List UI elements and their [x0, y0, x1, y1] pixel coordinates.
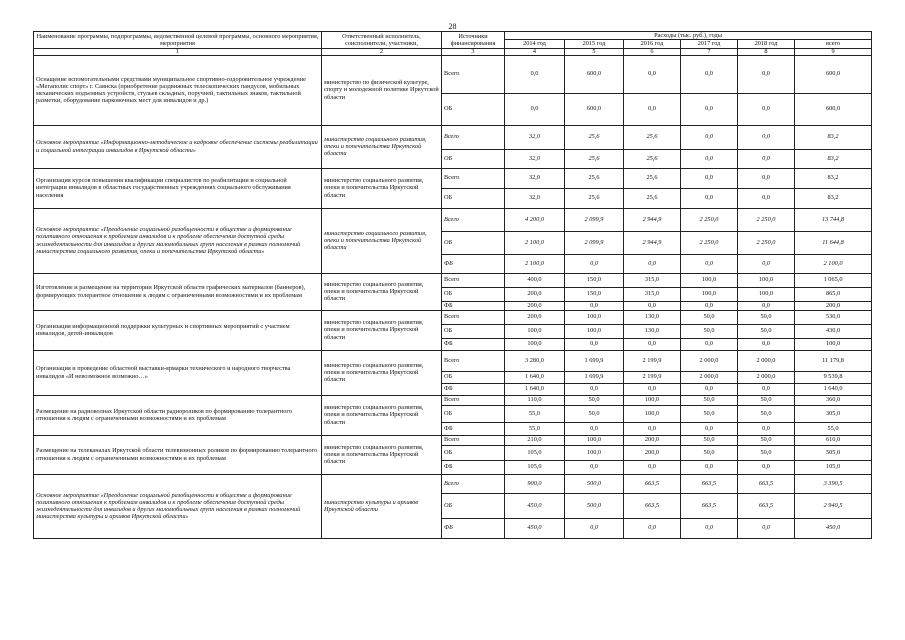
funding-source-cell: ОБ	[442, 445, 505, 460]
amount-cell: 0,0	[681, 383, 738, 395]
amount-cell: 0,0	[565, 301, 624, 310]
amount-cell: 50,0	[565, 395, 624, 405]
page-number: 28	[448, 22, 457, 31]
amount-cell: 25,6	[624, 125, 681, 149]
amount-cell: 100,0	[565, 324, 624, 338]
total-cell: 600,0	[795, 55, 872, 93]
amount-cell: 200,0	[624, 435, 681, 445]
column-index: 2	[322, 48, 442, 55]
column-index: 3	[442, 48, 505, 55]
amount-cell: 50,0	[738, 405, 795, 422]
funding-source-cell: Всего	[442, 273, 505, 287]
amount-cell: 663,5	[738, 474, 795, 493]
total-cell: 200,0	[795, 301, 872, 310]
funding-source-cell: Всего	[442, 208, 505, 231]
funding-source-cell: ФБ	[442, 383, 505, 395]
total-cell: 105,0	[795, 460, 872, 474]
total-cell: 430,0	[795, 324, 872, 338]
header-name: Наименование программы, подпрограммы, ведомственной целевой программы, основного мероприятия, мероприятия	[34, 32, 322, 49]
amount-cell: 2 199,9	[624, 371, 681, 383]
total-cell: 450,0	[795, 518, 872, 538]
amount-cell: 2 000,0	[681, 371, 738, 383]
total-cell: 83,2	[795, 149, 872, 168]
total-cell: 600,0	[795, 93, 872, 125]
amount-cell: 0,0	[681, 93, 738, 125]
header-expenses: Расходы (тыс. руб.), годы	[505, 32, 872, 40]
amount-cell: 50,0	[738, 324, 795, 338]
funding-source-cell: ОБ	[442, 493, 505, 518]
header-source: Источники финансирования	[442, 32, 505, 49]
amount-cell: 500,0	[565, 474, 624, 493]
amount-cell: 0,0	[681, 254, 738, 273]
amount-cell: 200,0	[505, 301, 565, 310]
amount-cell: 1 640,0	[505, 371, 565, 383]
funding-source-cell: Всего	[442, 168, 505, 188]
amount-cell: 100,0	[738, 287, 795, 301]
amount-cell: 3 280,0	[505, 350, 565, 371]
table-row	[34, 208, 872, 231]
amount-cell: 50,0	[681, 445, 738, 460]
amount-cell: 2 250,0	[681, 231, 738, 254]
funding-source-cell: ФБ	[442, 254, 505, 273]
total-cell: 2 100,0	[795, 254, 872, 273]
activity-name: Основное мероприятие «Преодоление социальной разобщенности в обществе и формирование позитивного отношения к проблемам инвалидов и к проблеме обеспечения доступной среды жизнедеятельности для инвалидов и других маломобильных групп населения в рамках полномочий министерства социального развития, опеки и попечительства Иркутской области»	[34, 208, 322, 273]
executor-cell: министерство культуры и архивов Иркутской области	[322, 474, 442, 538]
amount-cell: 0,0	[738, 55, 795, 93]
amount-cell: 25,6	[624, 168, 681, 188]
amount-cell: 0,0	[624, 254, 681, 273]
amount-cell: 600,0	[565, 55, 624, 93]
amount-cell: 0,0	[681, 149, 738, 168]
amount-cell: 200,0	[505, 287, 565, 301]
activity-name: Организация информационной поддержки культурных и спортивных мероприятий с участием инвалидов, детей-инвалидов	[34, 310, 322, 350]
header-year: 2018 год	[738, 40, 795, 48]
amount-cell: 500,0	[565, 493, 624, 518]
amount-cell: 50,0	[565, 405, 624, 422]
amount-cell: 315,0	[624, 273, 681, 287]
amount-cell: 100,0	[738, 273, 795, 287]
amount-cell: 0,0	[565, 338, 624, 350]
amount-cell: 663,5	[681, 493, 738, 518]
amount-cell: 0,0	[681, 338, 738, 350]
amount-cell: 0,0	[681, 301, 738, 310]
funding-source-cell: ФБ	[442, 338, 505, 350]
amount-cell: 0,0	[681, 125, 738, 149]
amount-cell: 0,0	[738, 460, 795, 474]
executor-cell: министерство социального развития, опеки и попечительства Иркутской области	[322, 208, 442, 273]
amount-cell: 0,0	[738, 125, 795, 149]
total-cell: 865,0	[795, 287, 872, 301]
funding-source-cell: Всего	[442, 435, 505, 445]
funding-source-cell: ОБ	[442, 188, 505, 208]
amount-cell: 100,0	[565, 445, 624, 460]
amount-cell: 663,5	[738, 493, 795, 518]
amount-cell: 200,0	[624, 445, 681, 460]
amount-cell: 1 699,9	[565, 350, 624, 371]
activity-name: Организация курсов повышения квалификации специалистов по реабилитации и социальной интеграции инвалидов в областных государственных учреждениях социального обслуживания населения	[34, 168, 322, 208]
amount-cell: 150,0	[565, 273, 624, 287]
amount-cell: 0,0	[624, 422, 681, 435]
amount-cell: 25,6	[624, 188, 681, 208]
header-year: 2015 год	[565, 40, 624, 48]
total-cell: 83,2	[795, 125, 872, 149]
column-index: 8	[738, 48, 795, 55]
amount-cell: 32,0	[505, 149, 565, 168]
executor-cell: министерство социального развития, опеки и попечительства Иркутской области	[322, 273, 442, 310]
amount-cell: 210,0	[505, 435, 565, 445]
table-body	[34, 55, 872, 538]
budget-table	[33, 31, 872, 539]
amount-cell: 50,0	[738, 435, 795, 445]
amount-cell: 663,5	[681, 474, 738, 493]
table-row	[34, 435, 872, 445]
total-cell: 11 179,8	[795, 350, 872, 371]
funding-source-cell: Всего	[442, 55, 505, 93]
amount-cell: 1 699,9	[565, 371, 624, 383]
amount-cell: 25,6	[565, 168, 624, 188]
amount-cell: 0,0	[738, 188, 795, 208]
funding-source-cell: ФБ	[442, 422, 505, 435]
amount-cell: 50,0	[681, 405, 738, 422]
amount-cell: 100,0	[505, 338, 565, 350]
total-cell: 505,0	[795, 445, 872, 460]
activity-name: Основное мероприятие «Преодоление социальной разобщенности в обществе и формирование позитивного отношения к проблемам инвалидов и к проблеме обеспечения доступной среды жизнедеятельности для инвалидов и других маломобильных групп населения в рамках полномочий министерства культуры и архивов Иркутской области»	[34, 474, 322, 538]
amount-cell: 2 000,0	[681, 350, 738, 371]
amount-cell: 0,0	[738, 301, 795, 310]
table-row	[34, 168, 872, 188]
amount-cell: 100,0	[565, 435, 624, 445]
amount-cell: 25,6	[565, 125, 624, 149]
amount-cell: 50,0	[738, 310, 795, 324]
amount-cell: 0,0	[681, 188, 738, 208]
total-cell: 3 390,5	[795, 474, 872, 493]
column-index: 9	[795, 48, 872, 55]
total-cell: 530,0	[795, 310, 872, 324]
amount-cell: 0,0	[565, 422, 624, 435]
table-row	[34, 395, 872, 405]
amount-cell: 450,0	[505, 518, 565, 538]
total-cell: 610,0	[795, 435, 872, 445]
amount-cell: 4 200,0	[505, 208, 565, 231]
amount-cell: 0,0	[738, 383, 795, 395]
funding-source-cell: ФБ	[442, 460, 505, 474]
amount-cell: 2 250,0	[681, 208, 738, 231]
amount-cell: 0,0	[738, 338, 795, 350]
amount-cell: 0,0	[565, 518, 624, 538]
amount-cell: 663,5	[624, 474, 681, 493]
amount-cell: 0,0	[738, 168, 795, 188]
amount-cell: 32,0	[505, 125, 565, 149]
amount-cell: 2 000,0	[738, 350, 795, 371]
amount-cell: 200,0	[505, 310, 565, 324]
amount-cell: 0,0	[505, 55, 565, 93]
column-index: 6	[624, 48, 681, 55]
amount-cell: 100,0	[681, 287, 738, 301]
amount-cell: 2 000,0	[738, 371, 795, 383]
total-cell: 13 744,8	[795, 208, 872, 231]
column-index: 1	[34, 48, 322, 55]
amount-cell: 50,0	[681, 395, 738, 405]
amount-cell: 2 250,0	[738, 231, 795, 254]
funding-source-cell: ОБ	[442, 231, 505, 254]
activity-name: Размещение на радиоволнах Иркутской области радиороликов по формированию толерантного отношения к людям с ограниченными возможностями и их проблемам	[34, 395, 322, 435]
total-cell: 55,0	[795, 422, 872, 435]
table-row	[34, 310, 872, 324]
amount-cell: 0,0	[624, 301, 681, 310]
activity-name: Размещение на телеканалах Иркутской области телевизионных роликов по формированию толерантного отношения к людям с ограниченными возможностями и их проблемам	[34, 435, 322, 474]
executor-cell: министерство социального развития, опеки и попечительства Иркутской области	[322, 168, 442, 208]
amount-cell: 0,0	[738, 149, 795, 168]
amount-cell: 100,0	[624, 395, 681, 405]
executor-cell: министерство социального развития, опеки и попечительства Иркутской области	[322, 310, 442, 350]
funding-source-cell: ОБ	[442, 371, 505, 383]
amount-cell: 0,0	[624, 518, 681, 538]
executor-cell: министерство социального развития, опеки и попечительства Иркутской области	[322, 435, 442, 474]
amount-cell: 315,0	[624, 287, 681, 301]
total-cell: 83,2	[795, 188, 872, 208]
column-index: 7	[681, 48, 738, 55]
amount-cell: 0,0	[624, 55, 681, 93]
table-row	[34, 474, 872, 493]
funding-source-cell: Всего	[442, 125, 505, 149]
funding-source-cell: ФБ	[442, 301, 505, 310]
amount-cell: 25,6	[565, 149, 624, 168]
column-index-row	[34, 48, 872, 55]
total-cell: 2 940,5	[795, 493, 872, 518]
amount-cell: 0,0	[681, 55, 738, 93]
table-row	[34, 273, 872, 287]
amount-cell: 50,0	[681, 435, 738, 445]
amount-cell: 100,0	[624, 405, 681, 422]
amount-cell: 25,6	[624, 149, 681, 168]
total-cell: 83,2	[795, 168, 872, 188]
funding-source-cell: Всего	[442, 310, 505, 324]
activity-name: Основное мероприятие «Информационно-методическое и кадровое обеспечение системы реабилитации и социальной интеграции инвалидов в Иркутской области»	[34, 125, 322, 168]
funding-source-cell: ОБ	[442, 149, 505, 168]
executor-cell: министерство по физической культуре, спорту и молодежной политике Иркутской области	[322, 55, 442, 125]
header-year: 2016 год	[624, 40, 681, 48]
table-row	[34, 55, 872, 93]
funding-source-cell: Всего	[442, 474, 505, 493]
amount-cell: 2 099,9	[565, 231, 624, 254]
amount-cell: 400,0	[505, 273, 565, 287]
total-cell: 1 065,0	[795, 273, 872, 287]
amount-cell: 2 100,0	[505, 231, 565, 254]
amount-cell: 150,0	[565, 287, 624, 301]
amount-cell: 0,0	[624, 93, 681, 125]
column-index: 4	[505, 48, 565, 55]
total-cell: 305,0	[795, 405, 872, 422]
amount-cell: 25,6	[565, 188, 624, 208]
amount-cell: 0,0	[681, 518, 738, 538]
funding-source-cell: ФБ	[442, 518, 505, 538]
amount-cell: 0,0	[738, 422, 795, 435]
amount-cell: 55,0	[505, 405, 565, 422]
activity-name: Организация и проведение областной выставки-ярмарки технического и народного творчества инвалидов «И невозможное возможно…»	[34, 350, 322, 395]
table-row	[34, 350, 872, 371]
header-row	[34, 32, 872, 40]
amount-cell: 0,0	[738, 254, 795, 273]
amount-cell: 0,0	[565, 460, 624, 474]
amount-cell: 110,0	[505, 395, 565, 405]
activity-name: Оснащение вспомогательными средствами муниципальное спортивно-оздоровительное учреждение «Мегаполис спорт» г. Саянска (приобретение раздвижных телескопических пандусов, мобильных механических подъемных устройств, стульев складных, поручней, тактильных знаков, тактильной разметки, оборудование парковочных мест для инвалидов и др.)	[34, 55, 322, 125]
total-cell: 11 644,8	[795, 231, 872, 254]
amount-cell: 0,0	[681, 460, 738, 474]
amount-cell: 450,0	[505, 493, 565, 518]
amount-cell: 2 250,0	[738, 208, 795, 231]
amount-cell: 50,0	[681, 310, 738, 324]
amount-cell: 2 199,9	[624, 350, 681, 371]
header-executor: Ответственный исполнитель, соисполнители, участники,	[322, 32, 442, 49]
header-total: всего	[795, 40, 872, 48]
funding-source-cell: ОБ	[442, 93, 505, 125]
table-row	[34, 125, 872, 149]
amount-cell: 100,0	[681, 273, 738, 287]
amount-cell: 0,0	[681, 168, 738, 188]
amount-cell: 55,0	[505, 422, 565, 435]
amount-cell: 900,0	[505, 474, 565, 493]
amount-cell: 0,0	[681, 422, 738, 435]
amount-cell: 663,5	[624, 493, 681, 518]
header-year: 2014 год	[505, 40, 565, 48]
amount-cell: 100,0	[565, 310, 624, 324]
amount-cell: 50,0	[738, 445, 795, 460]
amount-cell: 0,0	[738, 93, 795, 125]
amount-cell: 50,0	[738, 395, 795, 405]
amount-cell: 0,0	[624, 383, 681, 395]
amount-cell: 100,0	[505, 324, 565, 338]
amount-cell: 130,0	[624, 310, 681, 324]
amount-cell: 1 640,0	[505, 383, 565, 395]
executor-cell: министерство социального развития, опеки и попечительства Иркутской области	[322, 395, 442, 435]
amount-cell: 2 099,9	[565, 208, 624, 231]
funding-source-cell: ОБ	[442, 287, 505, 301]
amount-cell: 0,0	[565, 383, 624, 395]
amount-cell: 0,0	[624, 460, 681, 474]
total-cell: 360,0	[795, 395, 872, 405]
amount-cell: 0,0	[738, 518, 795, 538]
amount-cell: 0,0	[565, 254, 624, 273]
funding-source-cell: ОБ	[442, 324, 505, 338]
amount-cell: 0,0	[624, 338, 681, 350]
total-cell: 9 539,8	[795, 371, 872, 383]
amount-cell: 2 944,9	[624, 208, 681, 231]
executor-cell: министерство социального развития, опеки и попечительства Иркутской области	[322, 350, 442, 395]
amount-cell: 32,0	[505, 168, 565, 188]
header-year: 2017 год	[681, 40, 738, 48]
amount-cell: 600,0	[565, 93, 624, 125]
activity-name: Изготовление и размещение на территории Иркутской области графических материалов (баннеров), формирующих толерантное отношение к людям с ограниченными возможностями и их проблемам	[34, 273, 322, 310]
amount-cell: 2 100,0	[505, 254, 565, 273]
funding-source-cell: ОБ	[442, 405, 505, 422]
amount-cell: 0,0	[505, 93, 565, 125]
total-cell: 1 640,0	[795, 383, 872, 395]
amount-cell: 50,0	[681, 324, 738, 338]
amount-cell: 105,0	[505, 445, 565, 460]
funding-source-cell: Всего	[442, 395, 505, 405]
executor-cell: министерство социального развития, опеки и попечительства Иркутской области	[322, 125, 442, 168]
total-cell: 100,0	[795, 338, 872, 350]
amount-cell: 105,0	[505, 460, 565, 474]
funding-source-cell: Всего	[442, 350, 505, 371]
amount-cell: 2 944,9	[624, 231, 681, 254]
amount-cell: 32,0	[505, 188, 565, 208]
column-index: 5	[565, 48, 624, 55]
amount-cell: 130,0	[624, 324, 681, 338]
